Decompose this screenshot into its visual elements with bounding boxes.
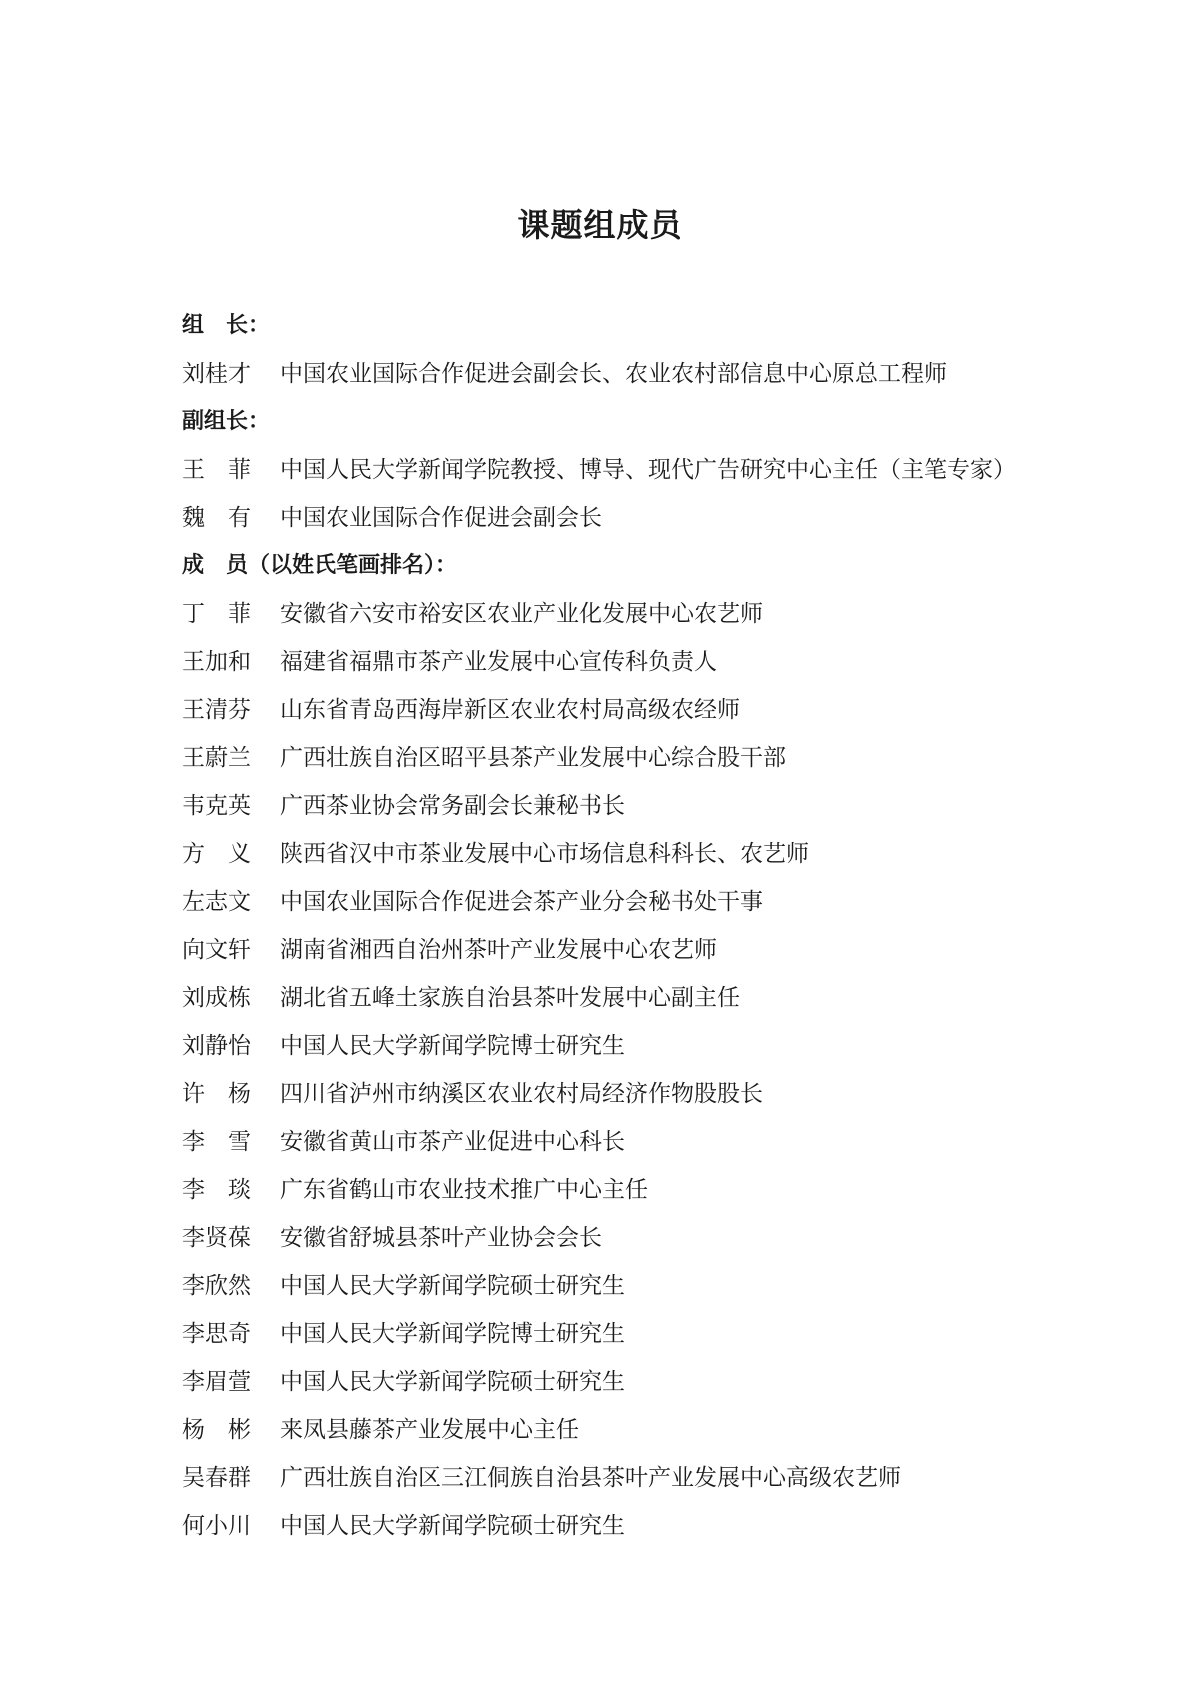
member-row: [182, 734, 1082, 782]
member-title: 山东省青岛西海岸新区农业农村局高级农经师: [280, 697, 740, 723]
member-row: [182, 1022, 1082, 1070]
member-row: [182, 1454, 1082, 1502]
page-title: 课题组成员: [517, 206, 683, 244]
member-title: 安徽省黄山市茶产业促进中心科长: [280, 1129, 625, 1155]
member-title: 湖北省五峰土家族自治县茶叶发展中心副主任: [280, 985, 740, 1011]
member-title: 中国农业国际合作促进会副会长: [280, 505, 602, 531]
member-row: [182, 782, 1082, 830]
member-name: 王蔚兰: [182, 745, 251, 771]
member-list: [182, 302, 1082, 1550]
member-row: [182, 446, 1082, 494]
member-name: 王加和: [182, 649, 251, 675]
member-name: 丁 菲: [182, 601, 251, 627]
member-name: 吴春群: [182, 1465, 251, 1491]
member-row: [182, 1214, 1082, 1262]
member-row: [182, 926, 1082, 974]
member-row: [182, 638, 1082, 686]
member-name: 李贤葆: [182, 1225, 251, 1251]
section-heading-members: 成 员（以姓氏笔画排名）：: [182, 553, 458, 578]
member-row: [182, 686, 1082, 734]
member-title: 中国农业国际合作促进会副会长、农业农村部信息中心原总工程师: [280, 361, 947, 387]
member-title: 广西茶业协会常务副会长兼秘书长: [280, 793, 625, 819]
section-heading-leader: 组 长：: [182, 313, 271, 338]
member-title: 广西壮族自治区三江侗族自治县茶叶产业发展中心高级农艺师: [280, 1465, 901, 1491]
member-title: 中国农业国际合作促进会茶产业分会秘书处干事: [280, 889, 763, 915]
member-name: 李欣然: [182, 1273, 251, 1299]
member-name: 何小川: [182, 1513, 251, 1539]
member-title: 中国人民大学新闻学院硕士研究生: [280, 1273, 625, 1299]
member-title: 四川省泸州市纳溪区农业农村局经济作物股股长: [280, 1081, 763, 1107]
member-name: 李 雪: [182, 1129, 251, 1155]
member-row: [182, 1166, 1082, 1214]
member-title: 福建省福鼎市茶产业发展中心宣传科负责人: [280, 649, 717, 675]
member-name: 杨 彬: [182, 1417, 251, 1443]
member-name: 左志文: [182, 889, 251, 915]
member-title: 中国人民大学新闻学院博士研究生: [280, 1321, 625, 1347]
member-name: 向文轩: [182, 937, 251, 963]
member-title: 广东省鹤山市农业技术推广中心主任: [280, 1177, 648, 1203]
member-row: [182, 494, 1082, 542]
member-title: 陕西省汉中市茶业发展中心市场信息科科长、农艺师: [280, 841, 809, 867]
member-title: 安徽省舒城县茶叶产业协会会长: [280, 1225, 602, 1251]
member-name: 许 杨: [182, 1081, 251, 1107]
member-name: 王清芬: [182, 697, 251, 723]
member-row: [182, 878, 1082, 926]
member-title: 中国人民大学新闻学院博士研究生: [280, 1033, 625, 1059]
member-name: 刘桂才: [182, 361, 251, 387]
member-name: 王 菲: [182, 457, 251, 483]
member-name: 李眉萱: [182, 1369, 251, 1395]
member-row: [182, 1118, 1082, 1166]
member-title: 中国人民大学新闻学院教授、博导、现代广告研究中心主任（主笔专家）: [280, 457, 1016, 483]
member-row: [182, 1310, 1082, 1358]
member-row: [182, 1502, 1082, 1550]
member-row: [182, 1358, 1082, 1406]
member-title: 广西壮族自治区昭平县茶产业发展中心综合股干部: [280, 745, 786, 771]
member-row: [182, 974, 1082, 1022]
member-title: 中国人民大学新闻学院硕士研究生: [280, 1513, 625, 1539]
member-row: [182, 590, 1082, 638]
member-name: 韦克英: [182, 793, 251, 819]
member-name: 刘成栋: [182, 985, 251, 1011]
section-heading-deputy-leader: 副组长：: [182, 409, 271, 434]
member-name: 方 义: [182, 841, 251, 867]
member-name: 李 琰: [182, 1177, 251, 1203]
member-name: 魏 有: [182, 505, 251, 531]
member-row: [182, 1262, 1082, 1310]
member-row: [182, 830, 1082, 878]
member-row: [182, 1070, 1082, 1118]
member-row: [182, 350, 1082, 398]
member-title: 湖南省湘西自治州茶叶产业发展中心农艺师: [280, 937, 717, 963]
member-row: [182, 1406, 1082, 1454]
member-title: 安徽省六安市裕安区农业产业化发展中心农艺师: [280, 601, 763, 627]
member-name: 李思奇: [182, 1321, 251, 1347]
member-title: 中国人民大学新闻学院硕士研究生: [280, 1369, 625, 1395]
member-name: 刘静怡: [182, 1033, 251, 1059]
member-title: 来凤县藤茶产业发展中心主任: [280, 1417, 579, 1443]
